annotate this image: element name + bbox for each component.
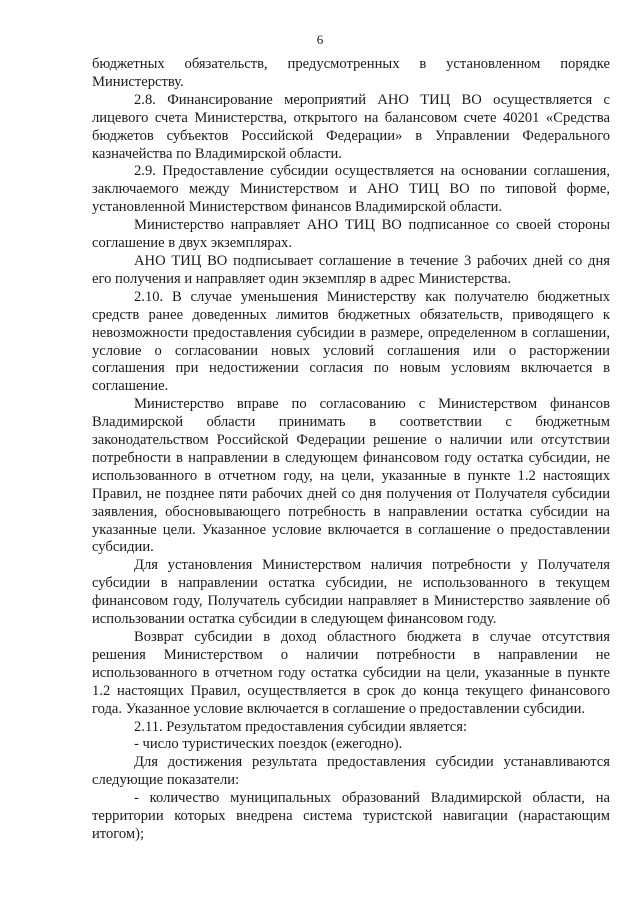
paragraph-2-9: 2.9. Предоставление субсидии осуществляется на основании соглашения, заключаемого между Министерством и АНО ТИЦ ВО по типовой форме, установленной Министерством финансов Владимирской области. [92, 163, 610, 216]
paragraph-ministry-right: Министерство вправе по согласованию с Министерством финансов Владимирской области принимать в соответствии с бюджетным законодательством Российской Федерации решение о наличии или отсутствии потребности в направлении в следующем финансовом году остатка субсидии, не использованного в отчетном году, на цели, указанные в пункте 1.2 настоящих Правил, не позднее пяти рабочих дней со дня получения от Получателя субсидии заявления, обосновывающего потребность в направлении остатка субсидии на указанные цели. Указанное условие включается в соглашение о предоставлении субсидии. [92, 396, 610, 556]
page-number: 6 [316, 32, 324, 47]
paragraph-ministry-sends: Министерство направляет АНО ТИЦ ВО подписанное со своей стороны соглашение в двух экземплярах. [92, 217, 610, 252]
list-item-trips: - число туристических поездок (ежегодно). [134, 736, 403, 753]
paragraph-need-establish: Для установления Министерством наличия потребности у Получателя субсидии в направлении остатка субсидии, не использованного в текущем финансовом году, Получатель субсидии направляет в Министерство заявление об использовании остатка субсидии в следующем финансовом году. [92, 557, 610, 628]
document-body [92, 56, 610, 844]
paragraph-2-11: 2.11. Результатом предоставления субсидии является: [134, 718, 468, 735]
paragraph-ano-signs: АНО ТИЦ ВО подписывает соглашение в течение 3 рабочих дней со дня его получения и направляет один экземпляр в адрес Министерства. [92, 252, 610, 287]
paragraph-2-10: 2.10. В случае уменьшения Министерству как получателю бюджетных средств ранее доведенных лимитов бюджетных обязательств, приводящего к невозможности предоставления субсидии в размере, определенном в соглашении, условие о согласовании новых условий соглашения или о расторжении соглашения при недостижении согласия по новым условиям включается в соглашение. [92, 288, 610, 395]
paragraph-indicators: Для достижения результата предоставления субсидии устанавливаются следующие показатели: [92, 754, 610, 789]
paragraph-2-8: 2.8. Финансирование мероприятий АНО ТИЦ ВО осуществляется с лицевого счета Министерства, открытого на балансовом счете 40201 «Средства бюджетов субъектов Российской Федерации» в Управлении Федерального казначейства по Владимирской области. [92, 91, 610, 162]
paragraph-subsidy-return: Возврат субсидии в доход областного бюджета в случае отсутствия решения Министерством о наличии потребности в направлении не использованного в отчетном году остатка субсидии на цели, указанные в пункте 1.2 настоящих Правил, осуществляется в срок до конца текущего финансового года. Указанное условие включается в соглашение о предоставлении субсидии. [92, 629, 610, 717]
list-item-municipalities: - количество муниципальных образований Владимирской области, на территории которых внедрена система туристской навигации (нарастающим итогом); [92, 790, 610, 842]
paragraph-obligations-end: бюджетных обязательств, предусмотренных в установленном порядке Министерству. [92, 56, 610, 90]
